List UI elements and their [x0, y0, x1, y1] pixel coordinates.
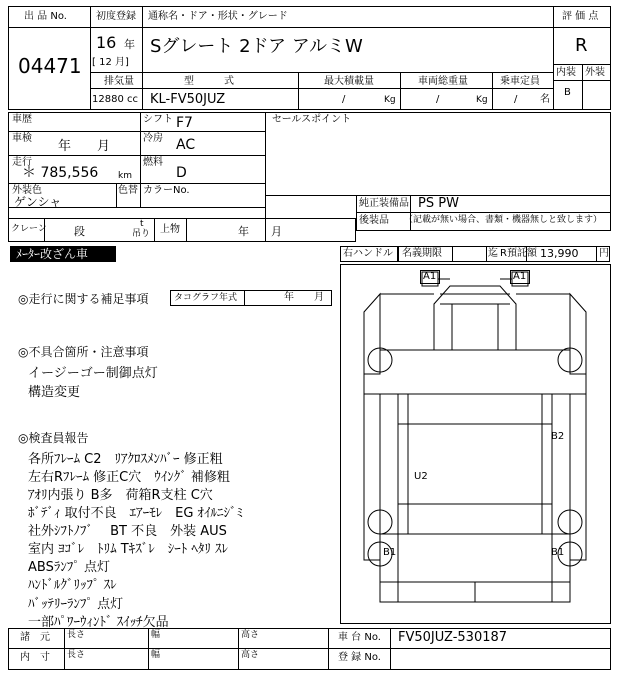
int-height-label: 高さ: [241, 650, 260, 660]
inspector-line: ｱｵﾘ内張り B多 荷箱R支柱 C穴: [28, 488, 213, 503]
tacho-ym: 年 月: [284, 292, 324, 303]
footer-table: [8, 628, 611, 670]
reg-year-unit: 年: [124, 38, 135, 51]
inspector-title: ◎検査員報告: [18, 431, 89, 445]
grade-value: R: [575, 35, 588, 56]
defect-line: イージーゴー制御点灯: [28, 366, 158, 381]
crane-hang: 吊り: [132, 229, 151, 239]
reg-label: 初度登録: [96, 11, 136, 22]
shift-value: F7: [176, 115, 193, 131]
retrofit-label: 後装品: [359, 215, 389, 226]
interior-dims-label: 内 寸: [20, 652, 50, 663]
grade-label: 評 価 点: [562, 11, 599, 22]
reg-month: [ 12 月]: [92, 57, 129, 68]
seats-label: 乗車定員: [500, 76, 540, 87]
equip-label: 純正装備品: [359, 198, 409, 209]
inspector-line: ﾊﾞｯﾃﾘｰﾗﾝﾌﾟ 点灯: [28, 597, 124, 612]
truck-diagram: [340, 264, 611, 624]
inspector-line: 左右Rﾌﾚｰﾑ 修正C穴 ｳｲﾝｸﾞ 補修粗: [28, 470, 230, 485]
meter-tag: [10, 246, 116, 262]
reg-no-label: 登 録 No.: [338, 652, 381, 663]
mark-b1-left: B1: [383, 547, 397, 558]
dims-label: 諸 元: [20, 632, 50, 643]
type-label: 型 式: [184, 76, 234, 87]
seats-unit: 名: [540, 94, 550, 105]
seats-value: /: [514, 94, 518, 105]
mark-u2: U2: [414, 471, 428, 482]
crane-t: t: [140, 219, 144, 229]
mileage-label: 走行: [12, 157, 32, 168]
crane-steps: 段: [74, 225, 85, 238]
model-name: Sグレート 2ドア アルミW: [150, 36, 363, 57]
weight-unit: Kg: [476, 95, 488, 105]
lot-label: 出 品 No.: [24, 11, 67, 22]
inspector-line: 各所ﾌﾚｰﾑ C2 ﾘｱｸﾛｽﾒﾝﾊﾞｰ 修正粗: [28, 452, 223, 467]
int-width-label: 幅: [151, 650, 161, 660]
inspector-line: ABSﾗﾝﾌﾟ 点灯: [28, 560, 110, 575]
r-deposit-unit: 円: [599, 248, 609, 259]
load-label: 最大積載量: [324, 76, 374, 87]
mark-b2: B2: [551, 431, 565, 442]
inspection-ym: 年 月: [58, 139, 111, 154]
mark-a1-left: A1: [423, 271, 437, 282]
chassis-label: 車 台 No.: [338, 632, 381, 643]
retrofit-note: （記載が無い場合、書類・機器無しと致します）: [404, 215, 603, 225]
name-limit-label: 名義期限: [402, 248, 442, 259]
name-limit-mark: 迄: [488, 248, 498, 259]
upper-ym: 年 月: [238, 225, 282, 238]
interior-label: 内装: [556, 67, 576, 78]
model-label: 通称名・ドア・形状・グレード: [148, 11, 288, 22]
color-change-label: 色替: [118, 185, 138, 196]
color-value: ゲンシャ: [14, 195, 62, 209]
meter-tag-text: ﾒｰﾀｰ改ざん車: [16, 247, 89, 261]
history-label: 車歴: [12, 114, 32, 125]
crane-row: [8, 218, 356, 242]
inspector-line: 一部ﾊﾟﾜｰｳｨﾝﾄﾞ ｽｲｯﾁ欠品: [28, 615, 169, 630]
type-value: KL-FV50JUZ: [150, 92, 226, 107]
chassis-value: FV50JUZ-530187: [398, 630, 508, 645]
interior-grade: B: [564, 87, 571, 98]
exterior-label: 外装: [585, 67, 605, 78]
weight-value: /: [436, 94, 440, 105]
defect-line: 構造変更: [28, 385, 81, 400]
mileage-unit: km: [118, 171, 132, 181]
dims-length-label: 長さ: [67, 630, 86, 640]
defect-title: ◎不具合箇所・注意事項: [18, 345, 149, 359]
color-no-label: カラーNo.: [143, 185, 190, 196]
inspector-line: 社外ｼﾌﾄﾉﾌﾞ BT 不良 外装 AUS: [28, 524, 227, 539]
int-length-label: 長さ: [67, 650, 86, 660]
upper-label: 上物: [160, 224, 180, 235]
fuel-value: D: [176, 165, 187, 181]
mileage-value: ＊ 785,556: [22, 165, 99, 181]
load-unit: Kg: [384, 95, 396, 105]
dims-height-label: 高さ: [241, 630, 260, 640]
tacho-label: タコグラフ年式: [174, 293, 238, 303]
load-value: /: [342, 94, 346, 105]
crane-label: クレーン: [11, 224, 47, 234]
dims-width-label: 幅: [151, 630, 161, 640]
mark-b1-right: B1: [551, 547, 565, 558]
inspector-line: ﾎﾞﾃﾞｨ 取付不良 ｴｱｰﾓﾚ EG ｵｲﾙﾆｼﾞﾐ: [28, 506, 244, 521]
mark-a1-right: A1: [513, 271, 527, 282]
running-title: ◎走行に関する補足事項: [18, 292, 149, 306]
fuel-label: 燃料: [143, 157, 163, 168]
inspection-label: 車検: [12, 133, 32, 144]
r-deposit-label: R預託額: [500, 248, 537, 259]
inspector-line: 室内 ﾖｺﾞﾚ ﾄﾘﾑ Tｷｽﾞﾚ ｼｰﾄ ﾍﾀﾘ ｽﾚ: [28, 542, 228, 557]
sales-point-label: セールスポイント: [272, 114, 352, 125]
cc-value: 12880 cc: [92, 94, 138, 105]
r-deposit-value: 13,990: [540, 247, 579, 260]
color-label: 外装色: [12, 185, 42, 196]
reg-year: 16: [96, 33, 117, 52]
ac-label: 冷房: [143, 133, 163, 144]
lot-number: 04471: [18, 54, 82, 78]
shift-label: シフト: [143, 114, 173, 125]
weight-label: 車両総重量: [418, 76, 468, 87]
cc-label: 排気量: [104, 76, 134, 87]
ac-value: AC: [176, 137, 196, 153]
steering-text: 右ハンドル: [343, 248, 393, 259]
inspector-line: ﾊﾝﾄﾞﾙｸﾞﾘｯﾌﾟ ｽﾚ: [28, 578, 117, 593]
equip-value: PS PW: [418, 196, 459, 211]
